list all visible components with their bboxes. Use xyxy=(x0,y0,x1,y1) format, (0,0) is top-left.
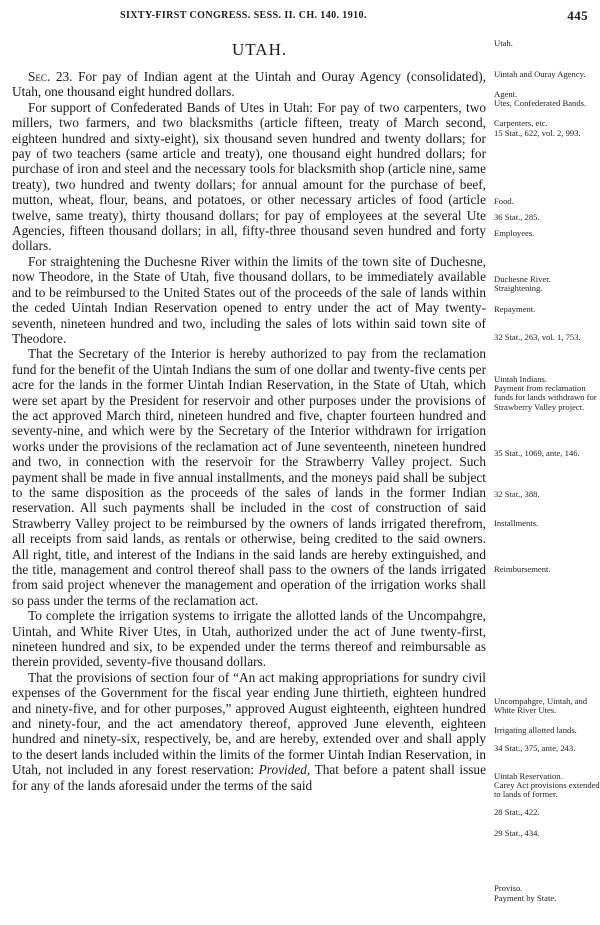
section-title: UTAH. xyxy=(232,40,288,59)
paragraph-text: For straightening the Duchesne River within the limits of the town site of Duchesne, now Theodore, in the State of Utah, five thousand dollars, to be immediately available and to be reimbursed to the United States out of the proceeds of the sale of lands within the ceded Uintah Indian Reservation opened to entry under the act of May twenty-seventh, nineteen hundred and two, including the sales of lots within said town site of Theodore. xyxy=(12,253,486,346)
marginal-note: 29 Stat., 434. xyxy=(494,828,540,838)
marginal-note: Straightening. xyxy=(494,283,543,293)
marginal-note: Payment from reclamation funds for lands withdrawn for Strawberry Valley project. xyxy=(494,383,597,412)
marginal-note: Payment by State. xyxy=(494,893,557,903)
paragraph-uintah-reservation xyxy=(12,670,486,793)
marginal-note: 32 Stat., 263, vol. 1, 753. xyxy=(494,332,581,342)
marginal-note: Irrigating allotted lands. xyxy=(494,725,577,735)
marginal-note: Uintah Reservation. xyxy=(494,771,563,781)
marginal-note: 34 Stat., 375, ante, 243. xyxy=(494,743,576,753)
page-number: 445 xyxy=(567,8,588,23)
paragraph-agent xyxy=(12,69,486,100)
marginal-note: 35 Stat., 1069, ante, 146. xyxy=(494,448,580,458)
marginal-note: Duchesne River. xyxy=(494,274,551,284)
paragraph-duchesne-river xyxy=(12,254,486,346)
paragraph-irrigation xyxy=(12,608,486,670)
marginal-note: Utah. xyxy=(494,38,513,48)
paragraph-text: For pay of Indian agent at the Uintah and Ouray Agency (consolidated), Utah, one thousand eight hundred dollars. xyxy=(12,69,486,100)
paragraph-confederated-bands xyxy=(12,100,486,254)
section-label: Sec. 23. xyxy=(28,69,73,84)
proviso-italic: Provided, xyxy=(258,762,311,778)
paragraph-uintah-indians xyxy=(12,346,486,608)
marginal-note: Employees. xyxy=(494,228,535,238)
marginal-note: Repayment. xyxy=(494,304,536,314)
paragraph-text-tail: That before a patent shall issue for any of the lands aforesaid under the terms of the said xyxy=(12,762,486,793)
marginal-note: 15 Stat., 622, vol. 2, 993. xyxy=(494,128,581,138)
marginal-note: 36 Stat., 285. xyxy=(494,212,540,222)
marginal-note: Installments. xyxy=(494,518,539,528)
marginal-note: Uintah and Ouray Agency. xyxy=(494,69,586,79)
paragraph-text: That the provisions of section four of “An act making appropriations for sundry civil expenses of the Government for the fiscal year ending June thirtieth, eighteen hundred and ninety-five, and for other purposes,” approved August eighteenth, eighteen hundred and ninety-four, and the act amendatory thereof, approved June eleventh, eighteen hundred and ninety-six, respectively, be, and are hereby, extended over and shall apply to the desert lands included within the limits of the former Uintah Indian Reservation, in Utah, not included in any forest reservation: xyxy=(12,669,486,778)
marginal-note: Food. xyxy=(494,196,514,206)
marginal-note: 28 Stat., 422. xyxy=(494,807,540,817)
marginal-note: Carey Act provisions extended to lands of former. xyxy=(494,780,600,800)
marginal-note: Reimbursement. xyxy=(494,564,551,574)
marginal-note: Uintah Indians. xyxy=(494,374,547,384)
marginal-note: Agent. xyxy=(494,89,518,99)
paragraph-text: For support of Confederated Bands of Utes in Utah: For pay of two carpenters, two millers, two farmers, and two blacksmiths (article fifteen, treaty of March second, eighteen hundred and sixty-eight), six thousand seven hundred and twenty dollars; for pay of two teachers (same article and treaty), one thousand eight hundred dollars; for purchase of iron and steel and the necessary tools for blacksmith shop (article nine, same treaty), two hundred and twenty dollars; for annual amount for the purchase of beef, mutton, wheat, flour, beans, and potatoes, or other necessary articles of food (article twelve, same treaty), thirty thousand dollars; for pay of employees at the several Ute Agencies, fifteen thousand dollars; in all, fifty-three thousand seven hundred and forty dollars. xyxy=(12,99,486,254)
page-header xyxy=(0,8,600,24)
marginal-note: Uncompahgre, Uintah, and White River Utes. xyxy=(494,696,588,716)
body-text xyxy=(12,69,486,793)
marginal-note: Utes, Confederated Bands. xyxy=(494,98,587,108)
paragraph-text: That the Secretary of the Interior is hereby authorized to pay from the reclamation fund for the benefit of the Uintah Indians the sum of one dollar and twenty-five cents per acre for the lands in the former Uintah Indian Reservation, in the State of Utah, which were set apart by the President for reservoir and other purposes under the provisions of the act approved March third, nineteen hundred and five, chapter fourteen hundred and seventy-nine, and which were by the Secretary of the Interior withdrawn for irrigation works under the provisions of the reclamation act of June seventeenth, nineteen hundred and two, in connection with the reservoir for the Strawberry Valley project. Such payment shall be made in five annual installments, and the moneys paid shall be subject to the same disposition as the proceeds of the sales of lands in the former Indian reservation. All such payments shall be included in the cost of construction of said Strawberry Valley project to be reimbursed by the owners of lands irrigated therefrom, all receipts from said lands, as rentals or otherwise, being credited to the said owners. All right, title, and interest of the Indians in the said lands are hereby extinguished, and the title, management and control thereof shall pass to the owners of the lands irrigated from said project whenever the management and operation of the irrigation works shall so pass under the terms of the reclamation act. xyxy=(12,346,486,608)
paragraph-text: To complete the irrigation systems to irrigate the allotted lands of the Uncompahgre, Uintah, and White River Utes, in Utah, authorized under the act of June twenty-first, nineteen hundred and six, to be expended under the terms thereof and reimbursable as therein provided, seventy-five thousand dollars. xyxy=(12,608,486,670)
running-head: SIXTY-FIRST CONGRESS. SESS. II. CH. 140. 1910. xyxy=(120,10,367,21)
marginal-note: Proviso. xyxy=(494,883,523,893)
marginal-note: Carpenters, etc. xyxy=(494,118,548,128)
marginal-note: 32 Stat., 388. xyxy=(494,489,540,499)
